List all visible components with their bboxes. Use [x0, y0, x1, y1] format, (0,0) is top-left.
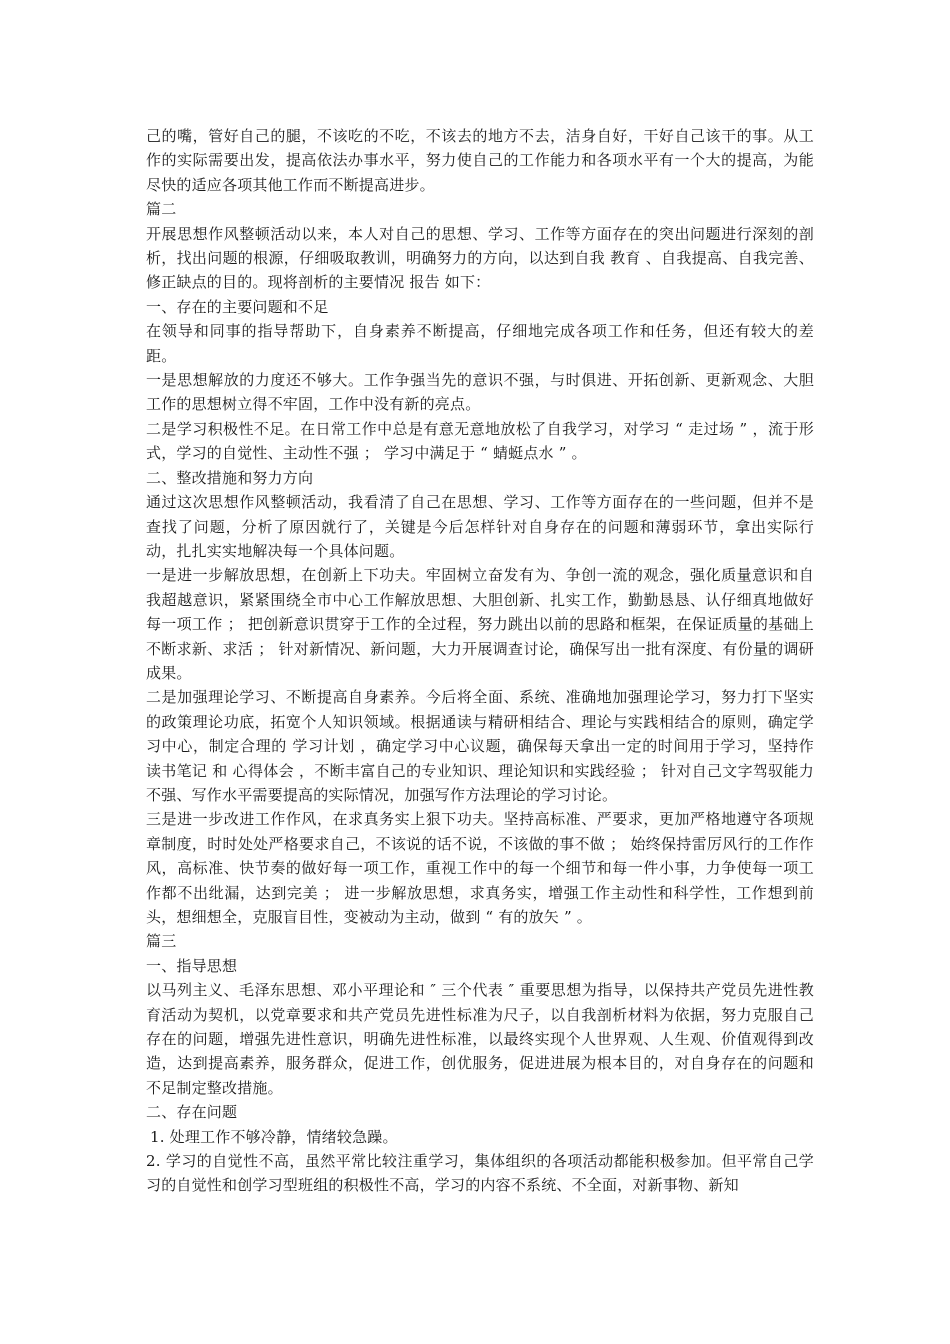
list-item-problem-2: 2. 学习的自觉性不高，虽然平常比较注重学习，集体组织的各项活动都能积极参加。但平常自己学习的自觉性和创学习型班组的积极性不高，学习的内容不系统、不全面，对新事物、新知 — [146, 1152, 814, 1195]
paragraph-measure-two: 二是加强理论学习、不断提高自身素养。今后将全面、系统、准确地加强理论学习，努力打下坚实的政策理论功底，拓宽个人知识领域。根据通读与精研相结合、理论与实践相结合的原则，确定学习中心，制定合理的 学习计划 ，确定学习中心议题，确保每天拿出一定的时间用于学习，坚持作 读书笔记 和 心得体会 ，不断丰富自己的专业知识、理论知识和实践经验 ； 针对自己文字驾驭能力不强、写作水平需要提高的实际情况，加强写作方法理论的学习讨论。 — [146, 688, 814, 804]
paragraph-measure-three: 三是进一步改进工作作风，在求真务实上狠下功夫。坚持高标准、严要求，更加严格地遵守各项规章制度，时时处处严格要求自己，不该说的话不说，不该做的事不做 ； 始终保持雷厉风行的工作作风，高标准、快节奏的做好每一项工作，重视工作中的每一个细节和每一件小事，力争使每一项工作都不出纰漏，达到完美 ； 进一步解放思想，求真务实，增强工作主动性和科学性，工作想到前头，想细想全，克服盲目性，变被动为主动，做到 “ 有的放矢 ” 。 — [146, 810, 814, 926]
paragraph-problems-summary: 在领导和同事的指导帮助下，自身素养不断提高，仔细地完成各项工作和任务，但还有较大的差距。 — [146, 322, 814, 365]
paragraph-measures-intro: 通过这次思想作风整顿活动，我看清了自己在思想、学习、工作等方面存在的一些问题，但并不是查找了问题，分析了原因就行了，关键是今后怎样针对自身存在的问题和薄弱环节，拿出实际行动，扎扎实实地解决每一个具体问题。 — [146, 493, 814, 560]
heading-main-problems: 一、存在的主要问题和不足 — [146, 297, 329, 316]
paragraph-intro-continuation: 己的嘴，管好自己的腿，不该吃的不吃，不该去的地方不去，洁身自好，干好自己该干的事。从工作的实际需要出发，提高依法办事水平，努力使自己的工作能力和各项水平有一个大的提高，为能尽快的适应各项其他工作而不断提高进步。 — [146, 127, 814, 194]
section-title-part-three: 篇三 — [146, 932, 177, 951]
document-page — [146, 124, 814, 1198]
paragraph-guiding-ideology: 以马列主义、毛泽东思想、邓小平理论和 ″ 三个代表 ″ 重要思想为指导，以保持共产党员先进性教育活动为契机，以党章要求和共产党员先进性标准为尺子，以自我剖析材料为依据，努力克服自己存在的问题，增强先进性意识，明确先进性标准，以最终实现个人世界观、人生观、价值观得到改造，达到提高素养，服务群众，促进工作，创优服务，促进进展为根本目的，对自身存在的问题和不足制定整改措施。 — [146, 981, 814, 1097]
paragraph-problem-one: 一是思想解放的力度还不够大。工作争强当先的意识不强，与时俱进、开拓创新、更新观念、大胆工作的思想树立得不牢固，工作中没有新的亮点。 — [146, 371, 814, 414]
section-title-part-two: 篇二 — [146, 200, 177, 219]
heading-rectification-measures: 二、整改措施和努力方向 — [146, 468, 314, 487]
heading-existing-problems: 二、存在问题 — [146, 1103, 238, 1122]
list-item-problem-1: 1. 处理工作不够冷静，情绪较急躁。 — [150, 1127, 398, 1146]
paragraph-problem-two: 二是学习积极性不足。在日常工作中总是有意无意地放松了自我学习，对学习 “ 走过场 ” ，流于形式，学习的自觉性、主动性不强 ； 学习中满足于 “ 蜻蜓点水 ” 。 — [146, 419, 814, 463]
paragraph-measure-one: 一是进一步解放思想，在创新上下功夫。牢固树立奋发有为、争创一流的观念，强化质量意识和自我超越意识，紧紧围绕全市中心工作解放思想、大胆创新、扎实工作，勤勤恳恳、认仔细真地做好每一项工作 ； 把创新意识贯穿于工作的全过程，努力跳出以前的思路和框架，在保证质量的基础上不断求新、求活 ； 针对新情况、新问题，大力开展调查讨论，确保写出一批有深度、有份量的调研成果。 — [146, 566, 814, 682]
heading-guiding-ideology: 一、指导思想 — [146, 956, 238, 975]
paragraph-part-two-intro: 开展思想作风整顿活动以来，本人对自己的思想、学习、工作等方面存在的突出问题进行深刻的剖析，找出问题的根源，仔细吸取教训，明确努力的方向，以达到自我 教育 、自我提高、自我完善、修正缺点的目的。现将剖析的主要情况 报告 如下： — [146, 224, 814, 292]
